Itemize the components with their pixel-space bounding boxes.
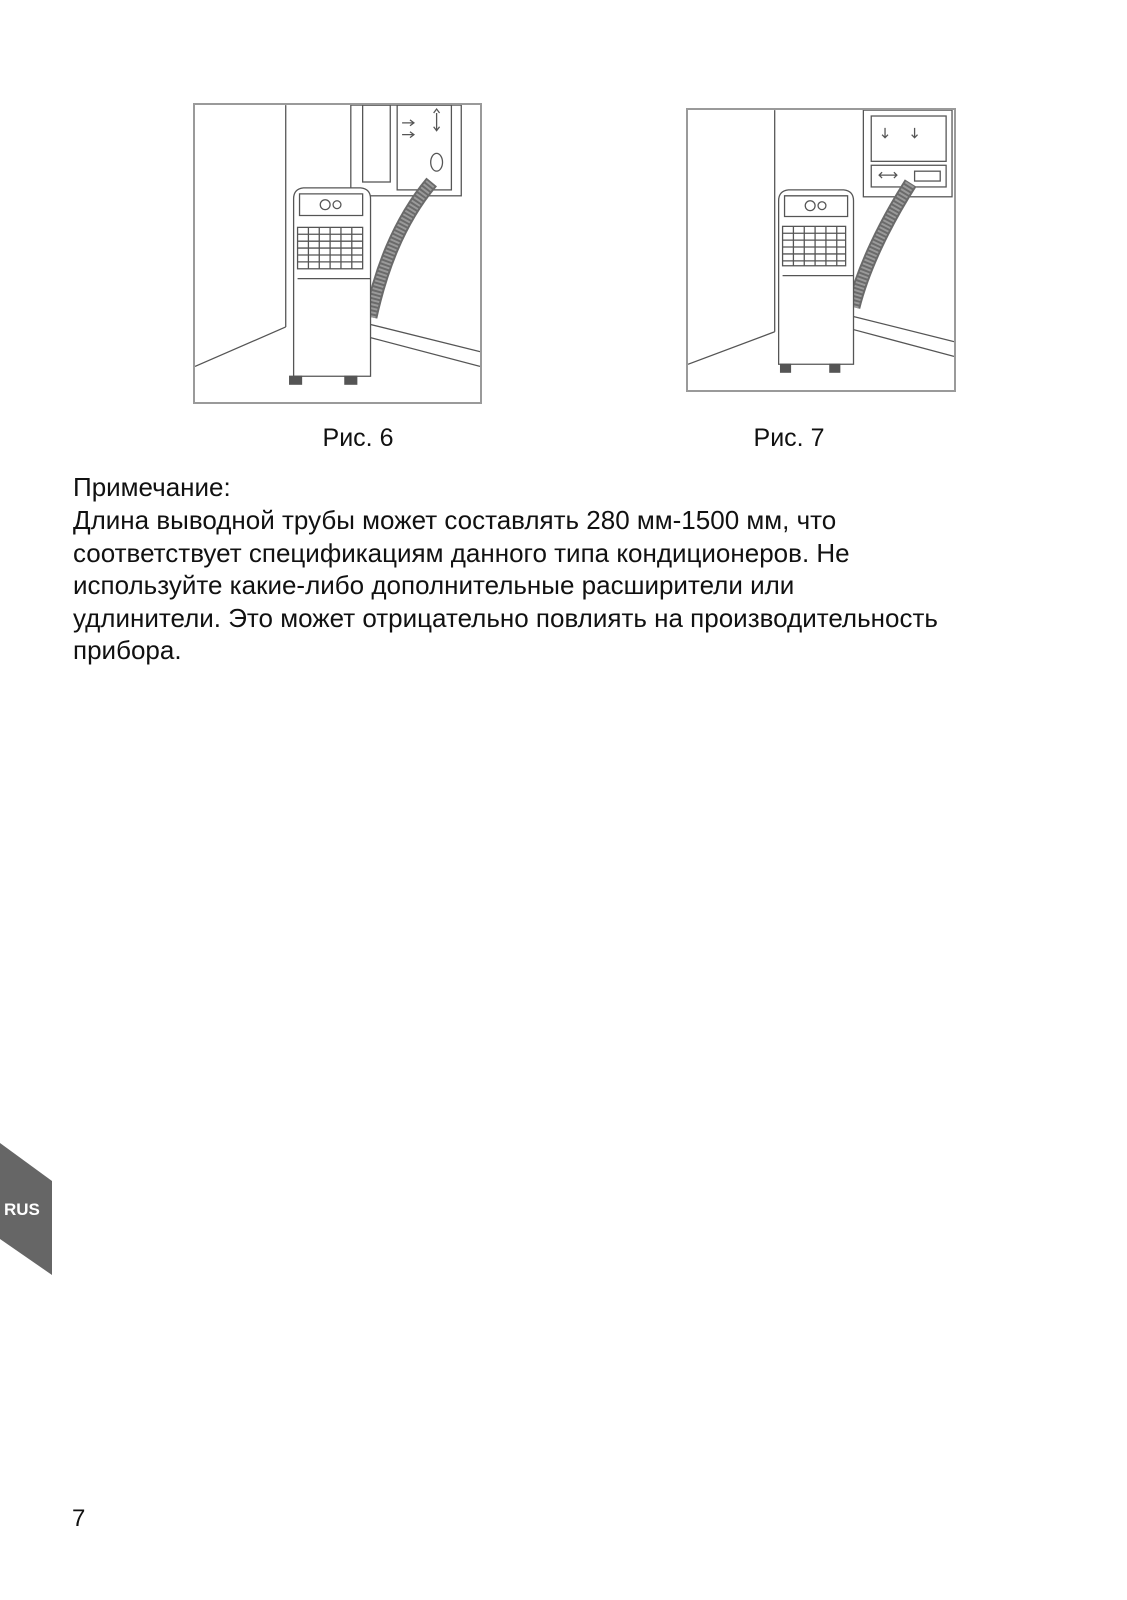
note-line: прибора. bbox=[73, 635, 182, 665]
note-line: удлинители. Это может отрицательно повлиять на производительность bbox=[73, 602, 938, 633]
figure-6-illustration bbox=[193, 103, 482, 404]
note-line: Длина выводной трубы может составлять 280 мм-1500 мм, что bbox=[73, 505, 837, 535]
figure-7-caption: Рис. 7 bbox=[753, 424, 825, 452]
figure-6-caption: Рис. 6 bbox=[322, 424, 394, 452]
figure-7-illustration bbox=[686, 108, 956, 392]
air-conditioner-window-horizontal-drawing bbox=[688, 110, 954, 390]
language-tab-label: RUS bbox=[4, 1200, 40, 1219]
note-line: соответствует спецификациям данного типа кондиционеров. Не bbox=[73, 537, 850, 568]
page-number: 7 bbox=[72, 1505, 86, 1532]
note-text bbox=[73, 504, 1073, 667]
note-line: используйте какие-либо дополнительные расширители или bbox=[73, 570, 795, 600]
air-conditioner-window-vertical-drawing bbox=[195, 105, 480, 402]
language-tab bbox=[0, 1143, 52, 1275]
note-heading: Примечание: bbox=[73, 472, 231, 502]
